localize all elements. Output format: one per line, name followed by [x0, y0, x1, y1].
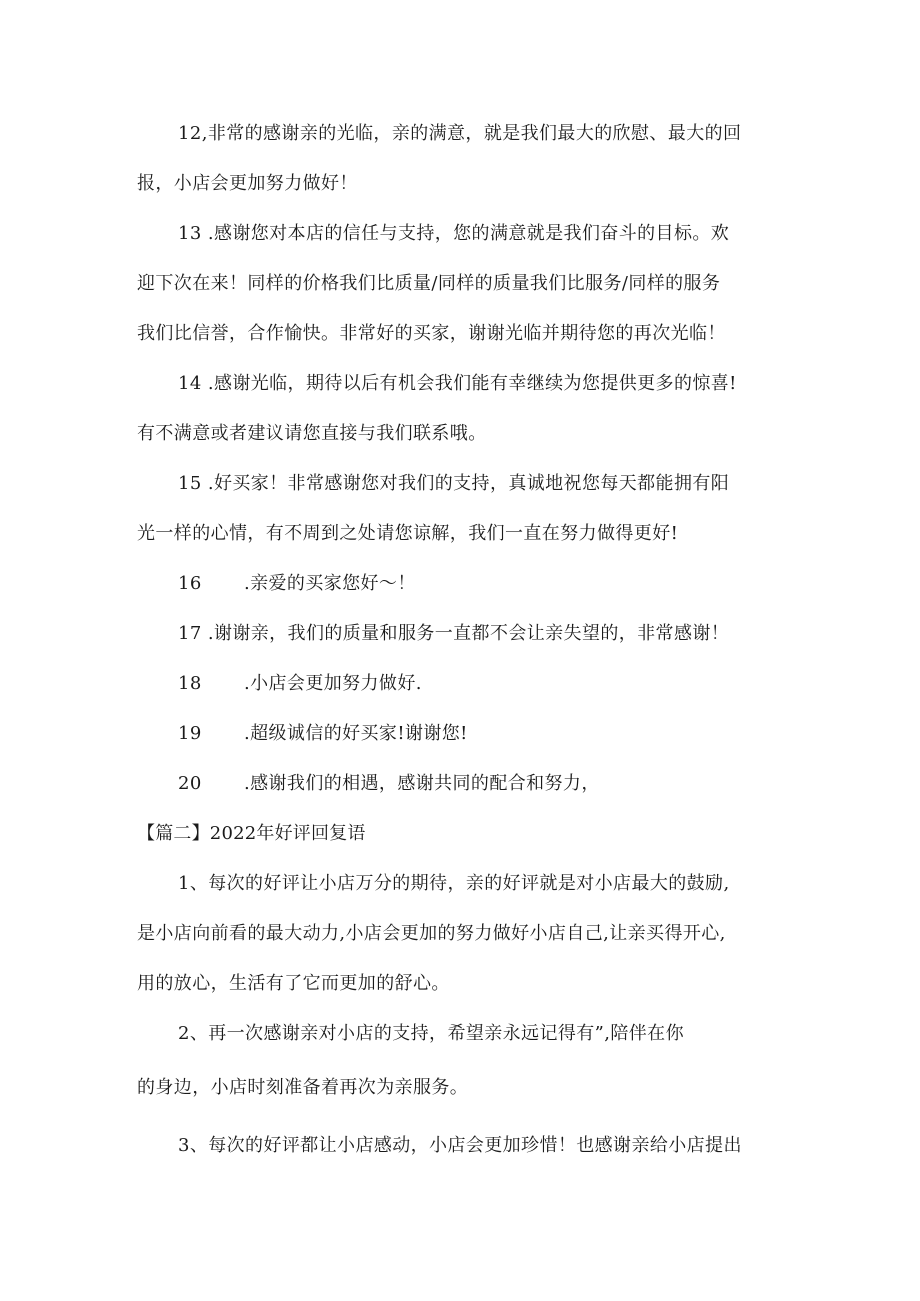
paragraph-line: 用的放心，生活有了它而更加的舒心。 — [137, 973, 450, 994]
list-item — [178, 672, 422, 696]
paragraph-line: 我们比信誉，合作愉快。非常好的买家，谢谢光临并期待您的再次光临！ — [137, 323, 726, 344]
paragraph-line: 2、再一次感谢亲对小店的支持，希望亲永远记得有”,陪伴在你 — [178, 1023, 684, 1044]
paragraph-line: 17 .谢谢亲，我们的质量和服务一直都不会让亲失望的，非常感谢！ — [178, 623, 730, 644]
paragraph-line: 1、每次的好评让小店万分的期待，亲的好评就是对小店最大的鼓励, — [178, 873, 730, 894]
list-item-text: .小店会更加努力做好. — [244, 673, 422, 694]
paragraph-line: 报，小店会更加努力做好！ — [137, 173, 358, 194]
paragraph-line: 迎下次在来！同样的价格我们比质量/同样的质量我们比服务/同样的服务 — [137, 273, 721, 294]
list-item — [178, 572, 416, 596]
paragraph-line: 是小店向前看的最大动力,小店会更加的努力做好小店自己,让亲买得开心, — [137, 923, 726, 944]
paragraph-line: 12,非常的感谢亲的光临，亲的满意，就是我们最大的欣慰、最大的回 — [178, 123, 742, 144]
paragraph-line: 14 .感谢光临，期待以后有机会我们能有幸继续为您提供更多的惊喜! — [178, 373, 737, 394]
paragraph-line: 3、每次的好评都让小店感动，小店会更加珍惜！也感谢亲给小店提出 — [178, 1135, 742, 1156]
paragraph-line: 15 .好买家！非常感谢您对我们的支持，真诚地祝您每天都能拥有阳 — [178, 473, 730, 494]
section-heading: 【篇二】2022年好评回复语 — [137, 823, 366, 844]
list-item-text: .感谢我们的相遇，感谢共同的配合和努力， — [244, 773, 600, 794]
paragraph-line: 光一样的心情，有不周到之处请您谅解，我们一直在努力做得更好! — [137, 523, 679, 544]
paragraph-line: 有不满意或者建议请您直接与我们联系哦。 — [137, 423, 487, 444]
paragraph-line: 13 .感谢您对本店的信任与支持，您的满意就是我们奋斗的目标。欢 — [178, 223, 730, 244]
paragraph-line: 的身边，小店时刻准备着再次为亲服务。 — [137, 1077, 469, 1098]
list-item-number: 20 — [178, 773, 202, 794]
list-item-number: 19 — [178, 723, 202, 744]
list-item-text: .超级诚信的好买家!谢谢您! — [244, 723, 468, 744]
list-item-number: 18 — [178, 673, 202, 694]
list-item-number: 16 — [178, 573, 202, 594]
list-item — [178, 772, 600, 796]
list-item-text: .亲爱的买家您好～！ — [244, 573, 416, 594]
list-item — [178, 722, 468, 746]
